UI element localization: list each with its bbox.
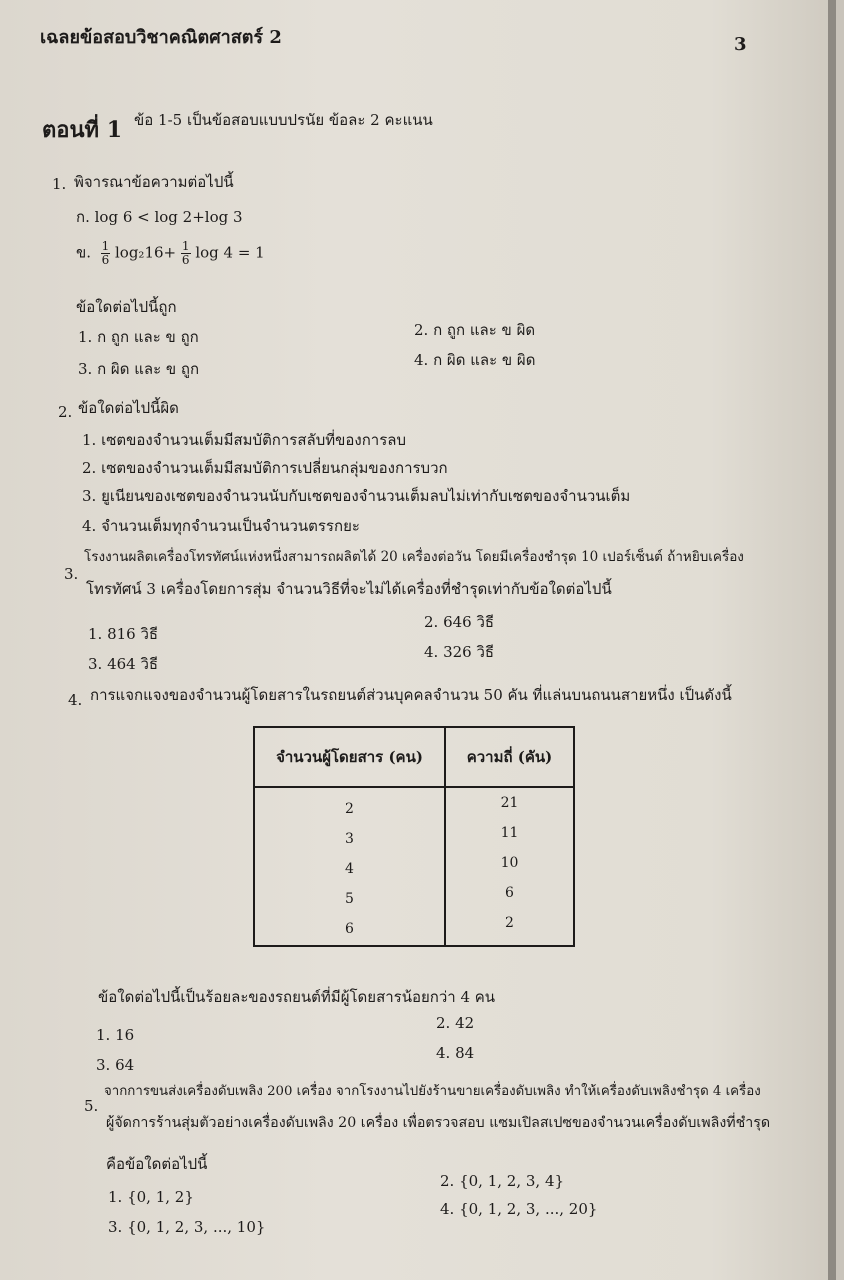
- q4-option-4: 4. 84: [436, 1044, 475, 1062]
- fraction-numerator-2: 1: [181, 239, 190, 253]
- fraction-denominator-2: 6: [181, 253, 190, 267]
- table-cell: 21: [500, 795, 519, 811]
- column-header-frequency: ความถี่ (คัน): [445, 727, 574, 787]
- q3-option-2: 2. 646 วิธี: [424, 613, 495, 631]
- fraction-denominator: 6: [101, 253, 110, 267]
- part-label: ตอนที่ 1: [42, 117, 123, 143]
- q4-prompt: ข้อใดต่อไปนี้เป็นร้อยละของรถยนต์ที่มีผู้โดยสารน้อยกว่า 4 คน: [98, 988, 496, 1006]
- q4-option-1: 1. 16: [96, 1026, 135, 1044]
- q3-option-1: 1. 816 วิธี: [88, 625, 159, 643]
- table-cell: 4: [345, 861, 354, 877]
- table-header-row: [254, 727, 574, 787]
- q3-stem-line1: โรงงานผลิตเครื่องโทรทัศน์แห่งหนึ่งสามารถผลิตได้ 20 เครื่องต่อวัน โดยมีเครื่องชำรุด 10 เปอร์เซ็นต์ ถ้าหยิบเครื่อง: [84, 549, 744, 565]
- q4-number: 4.: [68, 691, 83, 709]
- table-cell: 5: [345, 891, 354, 907]
- q1-option-4: 4. ก ผิด และ ข ผิด: [414, 351, 536, 369]
- q3-option-3: 3. 464 วิธี: [88, 655, 159, 673]
- q5-stem-line1: จากการขนส่งเครื่องดับเพลิง 200 เครื่อง จากโรงงานไปยังร้านขายเครื่องดับเพลิง ทำให้เครื่องดับเพลิงชำรุด 4 เครื่อง: [104, 1084, 761, 1099]
- q4-stem: การแจกแจงของจำนวนผู้โดยสารในรถยนต์ส่วนบุคคลจำนวน 50 คัน ที่แล่นบนถนนสายหนึ่ง เป็นดังนี้: [90, 686, 732, 704]
- q3-number: 3.: [64, 565, 79, 583]
- q1-number: 1.: [52, 175, 67, 193]
- q1-option-2: 2. ก ถูก และ ข ผิด: [414, 321, 536, 339]
- q5-stem-line2: ผู้จัดการร้านสุ่มตัวอย่างเครื่องดับเพลิง 20 เครื่อง เพื่อตรวจสอบ แซมเปิลสเปซของจำนวนเครื่องดับเพลิงที่ชำรุด: [106, 1115, 771, 1131]
- q5-stem-line3: คือข้อใดต่อไปนี้: [106, 1155, 208, 1173]
- column-header-passengers: จำนวนผู้โดยสาร (คน): [254, 727, 445, 787]
- q4-option-3: 3. 64: [96, 1056, 135, 1074]
- q1-option-1: 1. ก ถูก และ ข ถูก: [78, 328, 199, 346]
- table-cell: 6: [505, 885, 514, 901]
- q2-option-1: 1. เซตของจำนวนเต็มมีสมบัติการสลับที่ของการลบ: [82, 431, 406, 449]
- q5-option-3: 3. {0, 1, 2, 3, ..., 10}: [108, 1218, 266, 1236]
- table-body-row: [254, 787, 574, 946]
- q2-option-4: 4. จำนวนเต็มทุกจำนวนเป็นจำนวนตรรกยะ: [82, 517, 360, 535]
- passengers-column: [254, 787, 445, 946]
- page-number: 3: [734, 34, 747, 55]
- table-cell: 11: [500, 825, 519, 841]
- q1-statement-b-label: ข.: [76, 243, 92, 262]
- q5-option-2: 2. {0, 1, 2, 3, 4}: [440, 1172, 565, 1190]
- q5-number: 5.: [84, 1097, 99, 1115]
- frequency-table: [253, 726, 575, 947]
- frequency-column: [445, 787, 574, 946]
- table-cell: 3: [345, 831, 354, 847]
- q2-number: 2.: [58, 403, 73, 421]
- q1-statement-b-part2: log 4 = 1: [195, 243, 265, 262]
- q2-stem: ข้อใดต่อไปนี้ผิด: [78, 399, 179, 417]
- q5-option-4: 4. {0, 1, 2, 3, ..., 20}: [440, 1200, 598, 1218]
- table-cell: 6: [345, 921, 354, 937]
- fraction-one-sixth: [101, 240, 111, 267]
- q1-statement-a: ก. log 6 < log 2+log 3: [76, 208, 243, 226]
- q1-statement-b-part1: log₂16+: [115, 243, 177, 262]
- q3-stem-line2: โทรทัศน์ 3 เครื่องโดยการสุ่ม จำนวนวิธีที่จะไม่ได้เครื่องที่ชำรุดเท่ากับข้อใดต่อไปนี้: [86, 580, 612, 598]
- running-header: เฉลยข้อสอบวิชาคณิตศาสตร์ 2: [40, 27, 282, 48]
- q2-option-3: 3. ยูเนียนของเซตของจำนวนนับกับเซตของจำนวนเต็มลบไม่เท่ากับเซตของจำนวนเต็ม: [82, 487, 631, 505]
- q1-option-3: 3. ก ผิด และ ข ถูก: [78, 360, 200, 378]
- page-edge: [828, 0, 836, 1280]
- q1-statement-b: [76, 240, 265, 267]
- q5-option-1: 1. {0, 1, 2}: [108, 1188, 194, 1206]
- q1-stem: พิจารณาข้อความต่อไปนี้: [74, 173, 234, 191]
- fraction-numerator: 1: [101, 239, 110, 253]
- q4-option-2: 2. 42: [436, 1014, 475, 1032]
- q1-prompt: ข้อใดต่อไปนี้ถูก: [76, 298, 177, 316]
- table-cell: 10: [500, 855, 519, 871]
- q3-option-4: 4. 326 วิธี: [424, 643, 495, 661]
- fraction-one-sixth-2: [181, 240, 191, 267]
- table-cell: 2: [505, 915, 514, 931]
- q2-option-2: 2. เซตของจำนวนเต็มมีสมบัติการเปลี่ยนกลุ่มของการบวก: [82, 459, 448, 477]
- table-cell: 2: [345, 801, 354, 817]
- part-instruction: ข้อ 1-5 เป็นข้อสอบแบบปรนัย ข้อละ 2 คะแนน: [134, 111, 433, 129]
